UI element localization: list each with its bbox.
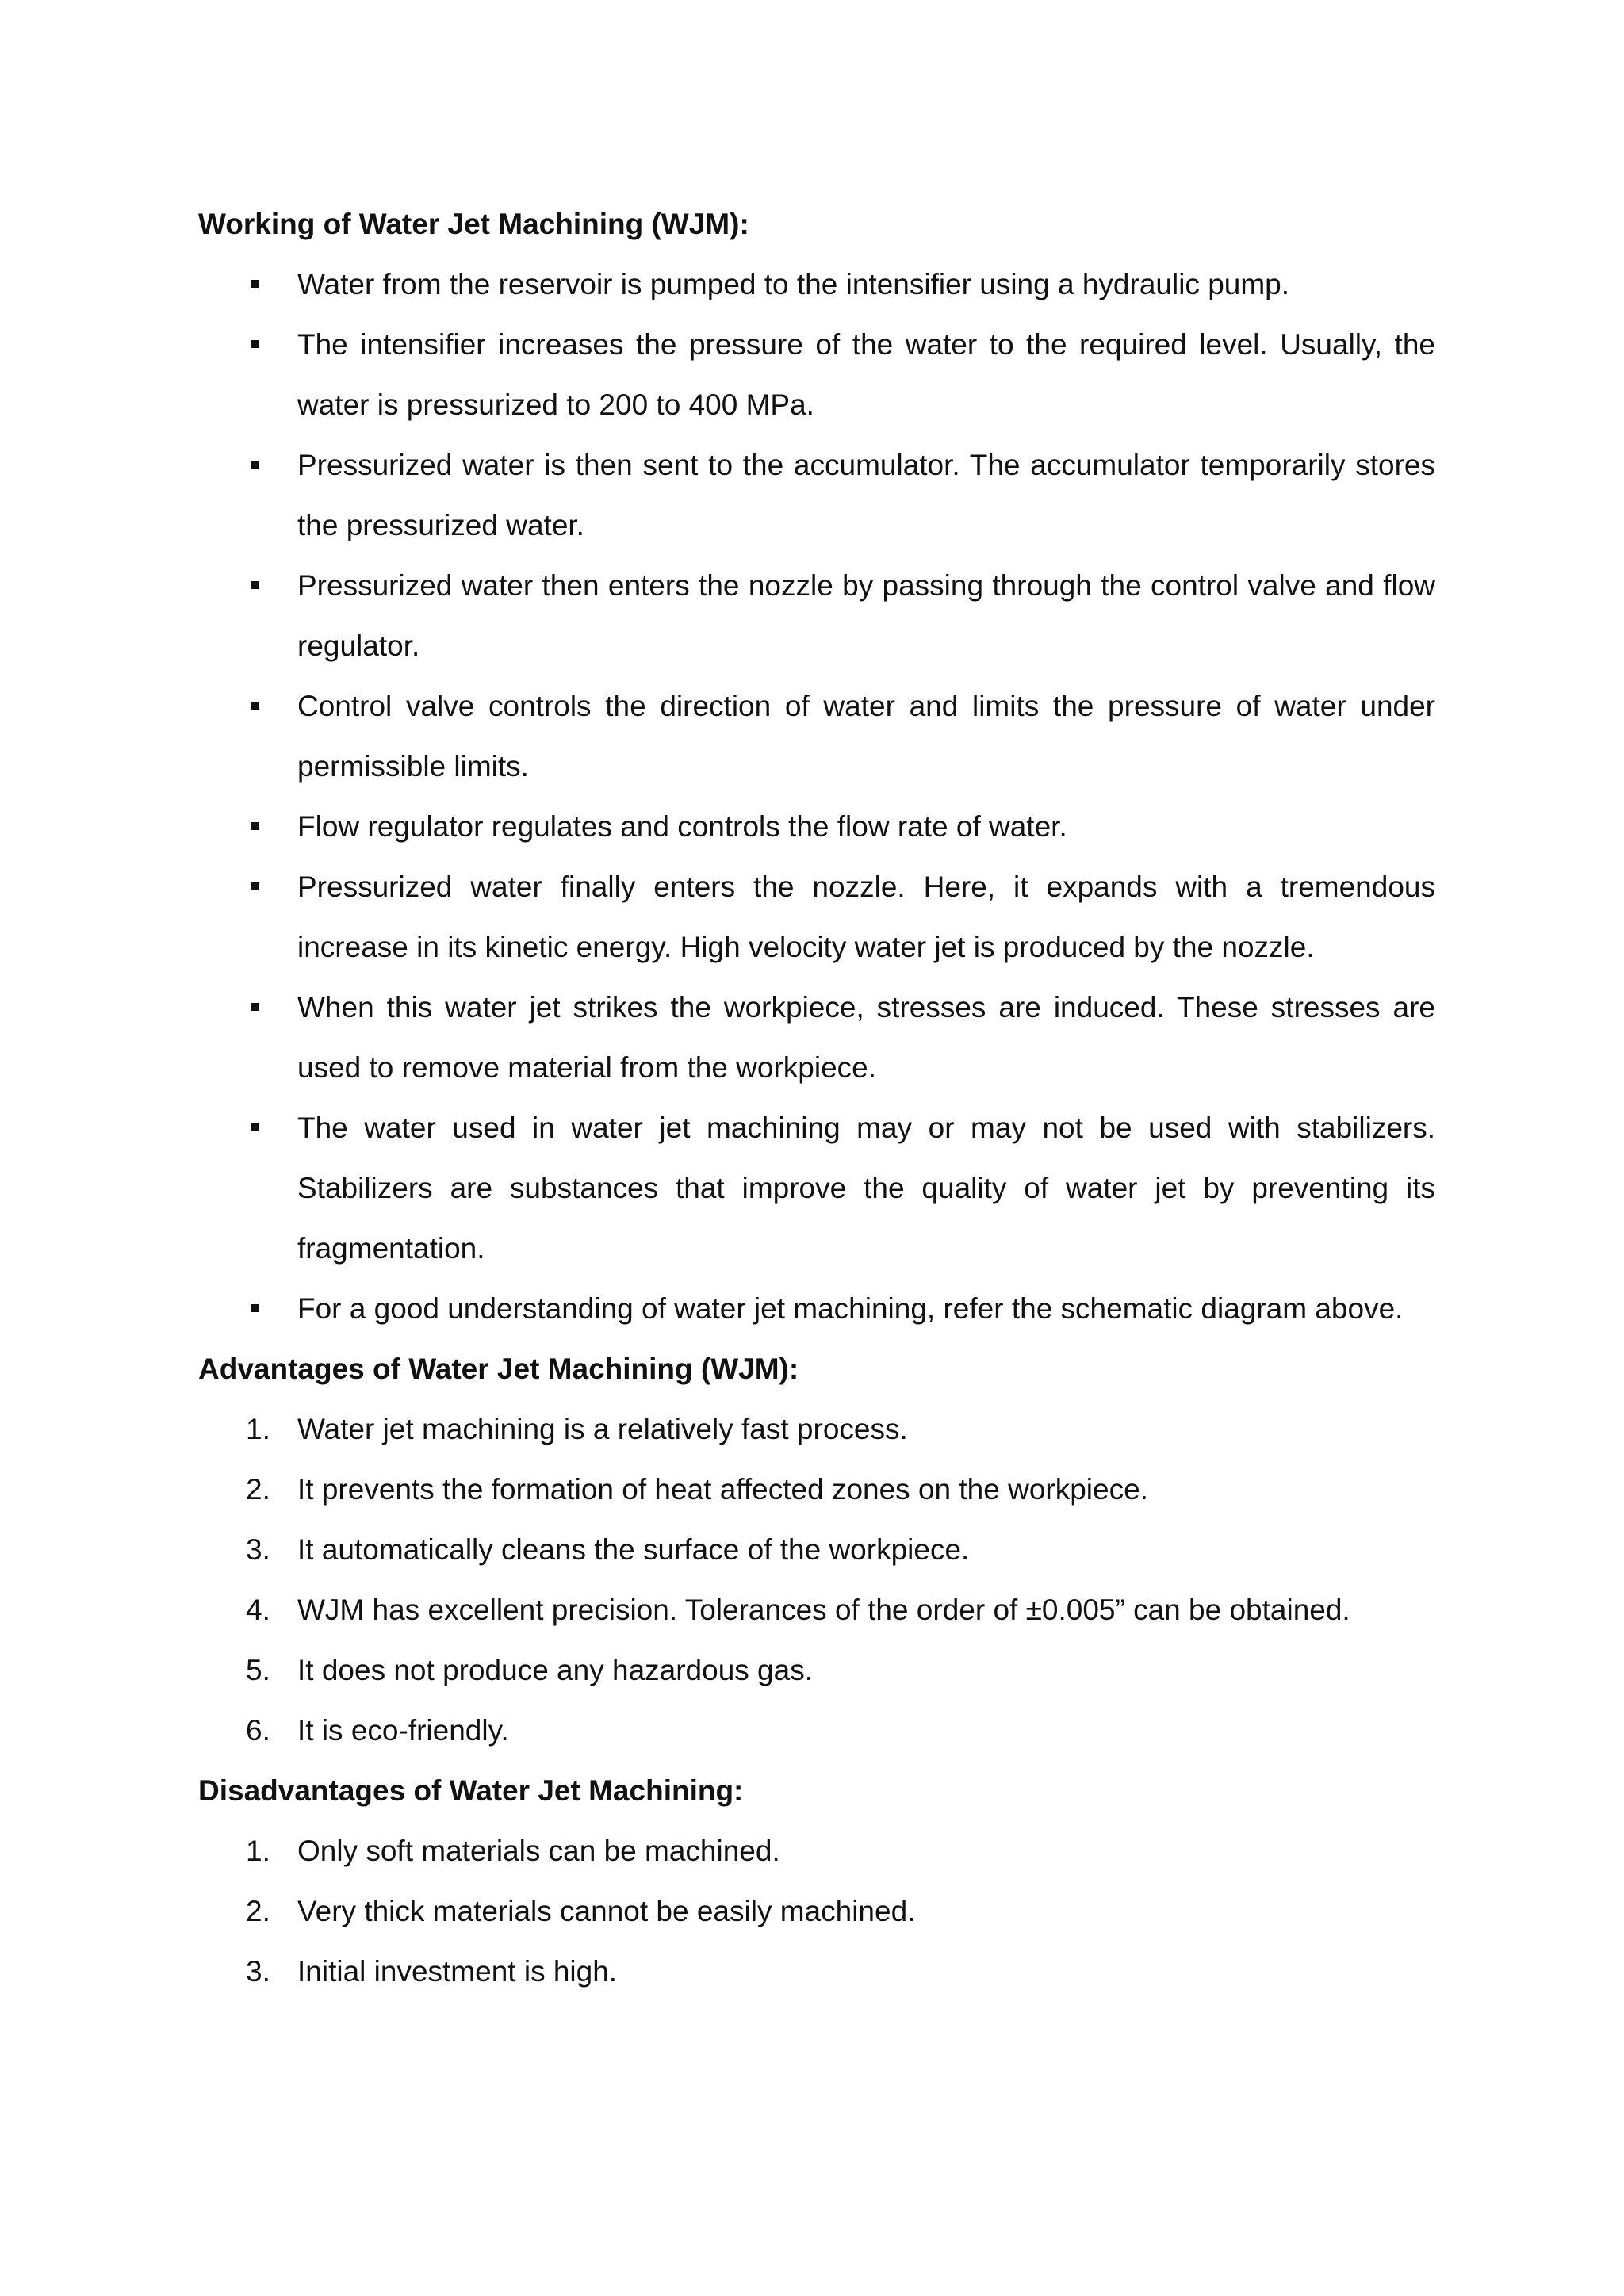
disadvantages-list bbox=[198, 1821, 1435, 2002]
square-bullet-icon bbox=[251, 702, 259, 710]
square-bullet-icon bbox=[251, 882, 259, 890]
list-item: 2. Very thick materials cannot be easily machined. bbox=[198, 1881, 1435, 1942]
list-item: 1. Only soft materials can be machined. bbox=[198, 1821, 1435, 1881]
list-number: 4. bbox=[246, 1594, 270, 1626]
list-item: Pressurized water then enters the nozzle by passing through the control valve and flow regulator. bbox=[198, 556, 1435, 676]
square-bullet-icon bbox=[251, 581, 259, 589]
list-item: Flow regulator regulates and controls the flow rate of water. bbox=[198, 797, 1435, 857]
list-item: When this water jet strikes the workpiece, stresses are induced. These stresses are used to remove material from the workpiece. bbox=[198, 978, 1435, 1098]
list-item: 6. It is eco-friendly. bbox=[198, 1701, 1435, 1761]
list-number: 3. bbox=[246, 1533, 270, 1566]
list-number: 3. bbox=[246, 1955, 270, 1988]
advantages-heading: Advantages of Water Jet Machining (WJM): bbox=[198, 1353, 799, 1385]
square-bullet-icon bbox=[251, 1123, 259, 1131]
list-number: 2. bbox=[246, 1473, 270, 1506]
square-bullet-icon bbox=[251, 1304, 259, 1312]
list-number: 5. bbox=[246, 1654, 270, 1686]
list-item: 2. It prevents the formation of heat affected zones on the workpiece. bbox=[198, 1460, 1435, 1520]
document-page bbox=[198, 194, 1435, 2002]
list-number: 6. bbox=[246, 1714, 270, 1747]
list-number: 1. bbox=[246, 1835, 270, 1867]
list-number: 2. bbox=[246, 1895, 270, 1927]
list-item: Water from the reservoir is pumped to the intensifier using a hydraulic pump. bbox=[198, 254, 1435, 315]
list-item: Control valve controls the direction of water and limits the pressure of water under permissible limits. bbox=[198, 676, 1435, 797]
square-bullet-icon bbox=[251, 280, 259, 288]
advantages-list bbox=[198, 1399, 1435, 1761]
list-item: 1. Water jet machining is a relatively fast process. bbox=[198, 1399, 1435, 1460]
square-bullet-icon bbox=[251, 1003, 259, 1011]
list-item: For a good understanding of water jet machining, refer the schematic diagram above. bbox=[198, 1279, 1435, 1339]
list-item: The intensifier increases the pressure of the water to the required level. Usually, the water is pressurized to 200 to 400 MPa. bbox=[198, 315, 1435, 435]
list-item: Pressurized water is then sent to the accumulator. The accumulator temporarily stores the pressurized water. bbox=[198, 435, 1435, 556]
square-bullet-icon bbox=[251, 340, 259, 348]
working-heading: Working of Water Jet Machining (WJM): bbox=[198, 208, 749, 240]
list-item: 3. Initial investment is high. bbox=[198, 1942, 1435, 2002]
square-bullet-icon bbox=[251, 461, 259, 469]
working-steps-list bbox=[198, 254, 1435, 1339]
list-item: Pressurized water finally enters the nozzle. Here, it expands with a tremendous increase in its kinetic energy. High velocity water jet is produced by the nozzle. bbox=[198, 857, 1435, 978]
list-item: 5. It does not produce any hazardous gas. bbox=[198, 1640, 1435, 1701]
square-bullet-icon bbox=[251, 822, 259, 830]
list-item: 4. WJM has excellent precision. Tolerances of the order of ±0.005” can be obtained. bbox=[198, 1580, 1435, 1640]
disadvantages-heading: Disadvantages of Water Jet Machining: bbox=[198, 1774, 744, 1807]
list-number: 1. bbox=[246, 1413, 270, 1445]
list-item: The water used in water jet machining may or may not be used with stabilizers. Stabilizers are substances that improve the quality of water jet by preventing its fragmentation. bbox=[198, 1098, 1435, 1279]
list-item: 3. It automatically cleans the surface of the workpiece. bbox=[198, 1520, 1435, 1580]
